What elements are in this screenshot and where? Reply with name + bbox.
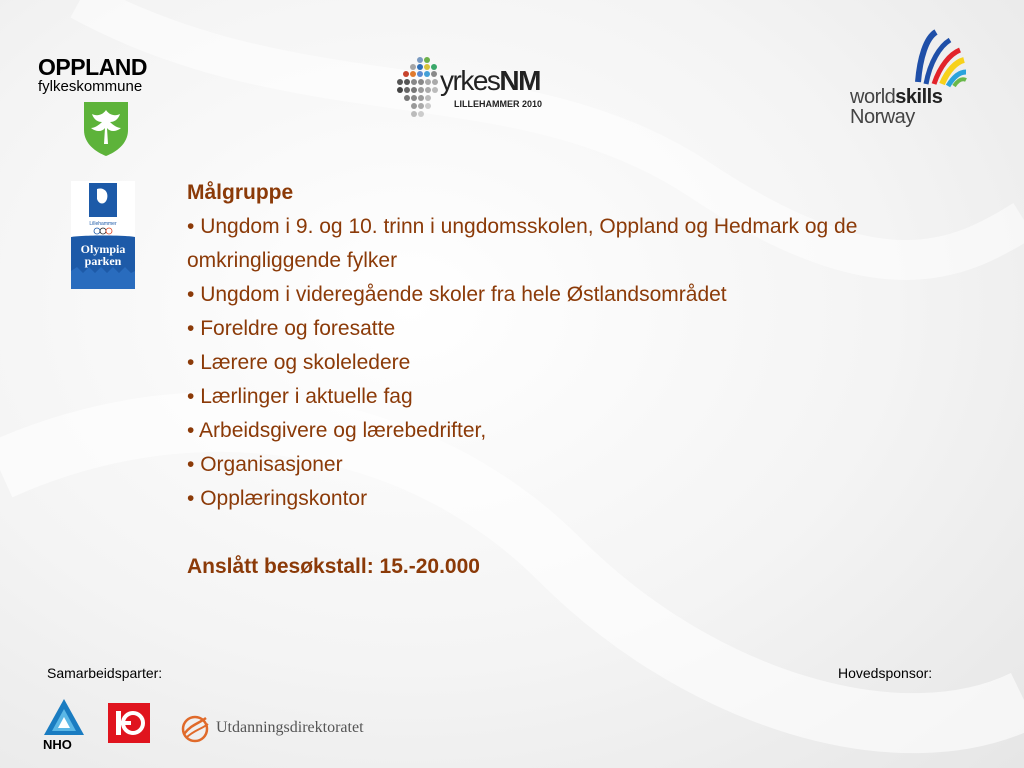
- list-item: • Arbeidsgivere og lærebedrifter,: [187, 414, 967, 448]
- oppland-name: OPPLAND: [38, 54, 147, 80]
- target-group-list: [187, 210, 967, 516]
- udir-globe-icon: [180, 714, 210, 744]
- world-word: world: [850, 86, 896, 108]
- oppland-logo: [38, 56, 178, 95]
- nm-word: NM: [499, 65, 540, 96]
- list-item: • Foreldre og foresatte: [187, 312, 967, 346]
- yrkes-word: yrkes: [440, 65, 500, 96]
- oppland-subtitle: fylkeskommune: [38, 78, 143, 95]
- list-item: • Organisasjoner: [187, 448, 967, 482]
- udir-wordmark: Utdanningsdirektoratet: [216, 719, 364, 736]
- list-item: • Opplæringskontor: [187, 482, 967, 516]
- partners-label: Samarbeidsparter:: [47, 665, 163, 681]
- yrkesnm-wordmark: [440, 65, 540, 97]
- yrkesnm-subtitle: LILLEHAMMER 2010: [454, 99, 543, 109]
- list-item: • Lærlinger i aktuelle fag: [187, 380, 967, 414]
- olympia-small-text: Lillehammer: [89, 221, 117, 227]
- main-content: [187, 176, 967, 605]
- list-item: • Lærere og skoleledere: [187, 346, 967, 380]
- dot-grid-icon: [396, 55, 440, 121]
- olympia-title: Olympia: [80, 242, 126, 256]
- nho-label: NHO: [43, 737, 72, 752]
- worldskills-logo: [850, 28, 980, 138]
- worldskills-ribbon-icon: [850, 28, 980, 88]
- list-item: • Ungdom i 9. og 10. trinn i ungdomsskolen, Oppland og Hedmark og de omkringliggende fylker: [187, 210, 967, 278]
- lo-logo: [108, 703, 150, 743]
- worldskills-country: Norway: [850, 106, 915, 128]
- yrkesnm-logo: [396, 55, 566, 125]
- lo-logo-icon: [108, 703, 150, 743]
- olympia-subtitle: parken: [84, 254, 122, 268]
- olympiaparken-logo: [71, 181, 135, 289]
- oppland-shield-icon: [82, 100, 130, 158]
- list-item: • Ungdom i videregående skoler fra hele Østlandsområdet: [187, 278, 967, 312]
- visitor-estimate: Anslått besøkstall: 15.-20.000: [187, 555, 480, 578]
- skills-word: skills: [895, 86, 943, 108]
- main-sponsor-label: Hovedsponsor:: [838, 665, 933, 681]
- target-group-heading: Målgruppe: [187, 181, 294, 204]
